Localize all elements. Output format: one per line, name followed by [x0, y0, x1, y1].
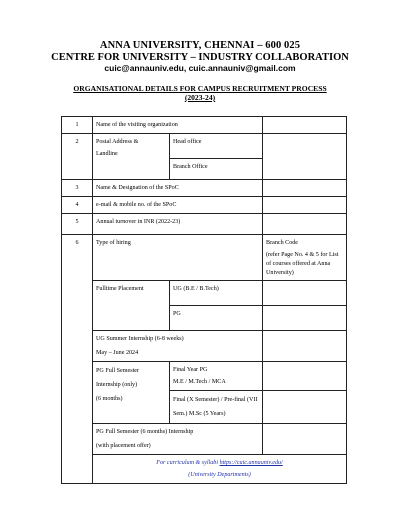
curriculum-line — [96, 458, 343, 468]
row-number: 5 — [62, 214, 93, 235]
fulltime-placement-label: Fulltime Placement — [93, 281, 170, 331]
postal-address-label: Postal Address & — [96, 139, 139, 145]
centre-name: CENTRE FOR UNIVERSITY – INDUSTRY COLLABORATION — [51, 52, 349, 63]
row-label — [93, 134, 170, 180]
branch-code-label: Branch Code — [266, 240, 298, 246]
organisation-details-table — [61, 116, 347, 484]
answer-cell[interactable] — [263, 197, 347, 214]
pg-full-semester-offer — [93, 424, 263, 455]
pg-full-semester-line1: PG Full Semester — [96, 368, 139, 374]
answer-cell[interactable] — [263, 117, 347, 134]
table-row — [62, 424, 347, 455]
table-row — [62, 455, 347, 484]
table-row — [62, 235, 347, 281]
pg-full-semester-label — [93, 362, 170, 424]
answer-cell[interactable] — [263, 180, 347, 197]
curriculum-prefix: For curriculum & syllabi — [156, 460, 220, 466]
head-office-label: Head office — [170, 134, 263, 159]
pg-branch-code-cell[interactable] — [263, 306, 347, 331]
table-row — [62, 214, 347, 235]
row-label: Name & Designation of the SPoC — [93, 180, 263, 197]
row-number: 2 — [62, 134, 93, 180]
form-title: ORGANISATIONAL DETAILS FOR CAMPUS RECRUITMENT PROCESS — [73, 84, 327, 93]
ug-branch-code-cell[interactable] — [263, 281, 347, 306]
row-label: Name of the visiting organization — [93, 117, 263, 134]
row-label: Type of hiring — [93, 235, 263, 281]
ug-summer-internship — [93, 331, 263, 362]
departments-label: (University Departments) — [188, 472, 251, 478]
departments-note — [96, 470, 343, 480]
curriculum-footer — [93, 455, 347, 484]
row-label: Annual turnover in INR (2022-23) — [93, 214, 263, 235]
table-row — [62, 362, 347, 391]
row-number: 1 — [62, 117, 93, 134]
table-row — [62, 331, 347, 362]
table-row — [62, 281, 347, 306]
branch-code-note: (refer Page No. 4 & 5 for List of courses offered at Anna University) — [266, 252, 339, 276]
final-year-pg-line1: Final Year PG — [173, 367, 208, 373]
row-number: 3 — [62, 180, 93, 197]
branch-office-label: Branch Office — [170, 159, 263, 180]
university-name: ANNA UNIVERSITY, CHENNAI – 600 025 — [99, 40, 301, 51]
table-row — [62, 134, 347, 159]
row-label: e-mail & mobile no. of the SPoC — [93, 197, 263, 214]
pg-full-semester-line3: (6 months) — [96, 396, 123, 402]
answer-cell[interactable] — [263, 134, 347, 180]
final-msc-label: Final (X Semester) / Pre-final (VII Sem.) M.Sc (5 Years) — [170, 391, 263, 424]
row-number: 4 — [62, 197, 93, 214]
pg-full-semester-offer-branch-code-cell[interactable] — [263, 424, 347, 455]
table-row — [62, 117, 347, 134]
ug-summer-label: UG Summer Internship (6-8 weeks) — [96, 336, 184, 342]
contact-emails: cuic@annauniv.edu, cuic.annauniv@gmail.com — [104, 63, 296, 73]
branch-code-header — [263, 235, 347, 281]
final-year-pg-label — [170, 362, 263, 391]
pg-label: PG — [170, 306, 263, 331]
final-year-pg-line2: M.E / M.Tech / MCA — [173, 379, 226, 385]
landline-label: Landline — [96, 151, 118, 157]
final-year-pg-branch-code-cell[interactable] — [263, 362, 347, 391]
ug-summer-branch-code-cell[interactable] — [263, 331, 347, 362]
table-row — [62, 180, 347, 197]
table-row — [62, 197, 347, 214]
row-number: 6 — [62, 235, 93, 484]
pg-full-semester-offer-line1: PG Full Semester (6 months) Internship — [96, 429, 194, 435]
ug-summer-period: May – June 2024 — [96, 350, 139, 356]
form-year: (2023-24) — [184, 93, 216, 102]
pg-full-semester-offer-line2: (with placement offer) — [96, 443, 151, 449]
curriculum-link[interactable]: https://cuic.annauniv.edu/ — [219, 460, 283, 466]
final-msc-branch-code-cell[interactable] — [263, 391, 347, 424]
answer-cell[interactable] — [263, 214, 347, 235]
ug-label: UG (B.E / B.Tech) — [170, 281, 263, 306]
pg-full-semester-line2: Internship (only) — [96, 382, 138, 388]
